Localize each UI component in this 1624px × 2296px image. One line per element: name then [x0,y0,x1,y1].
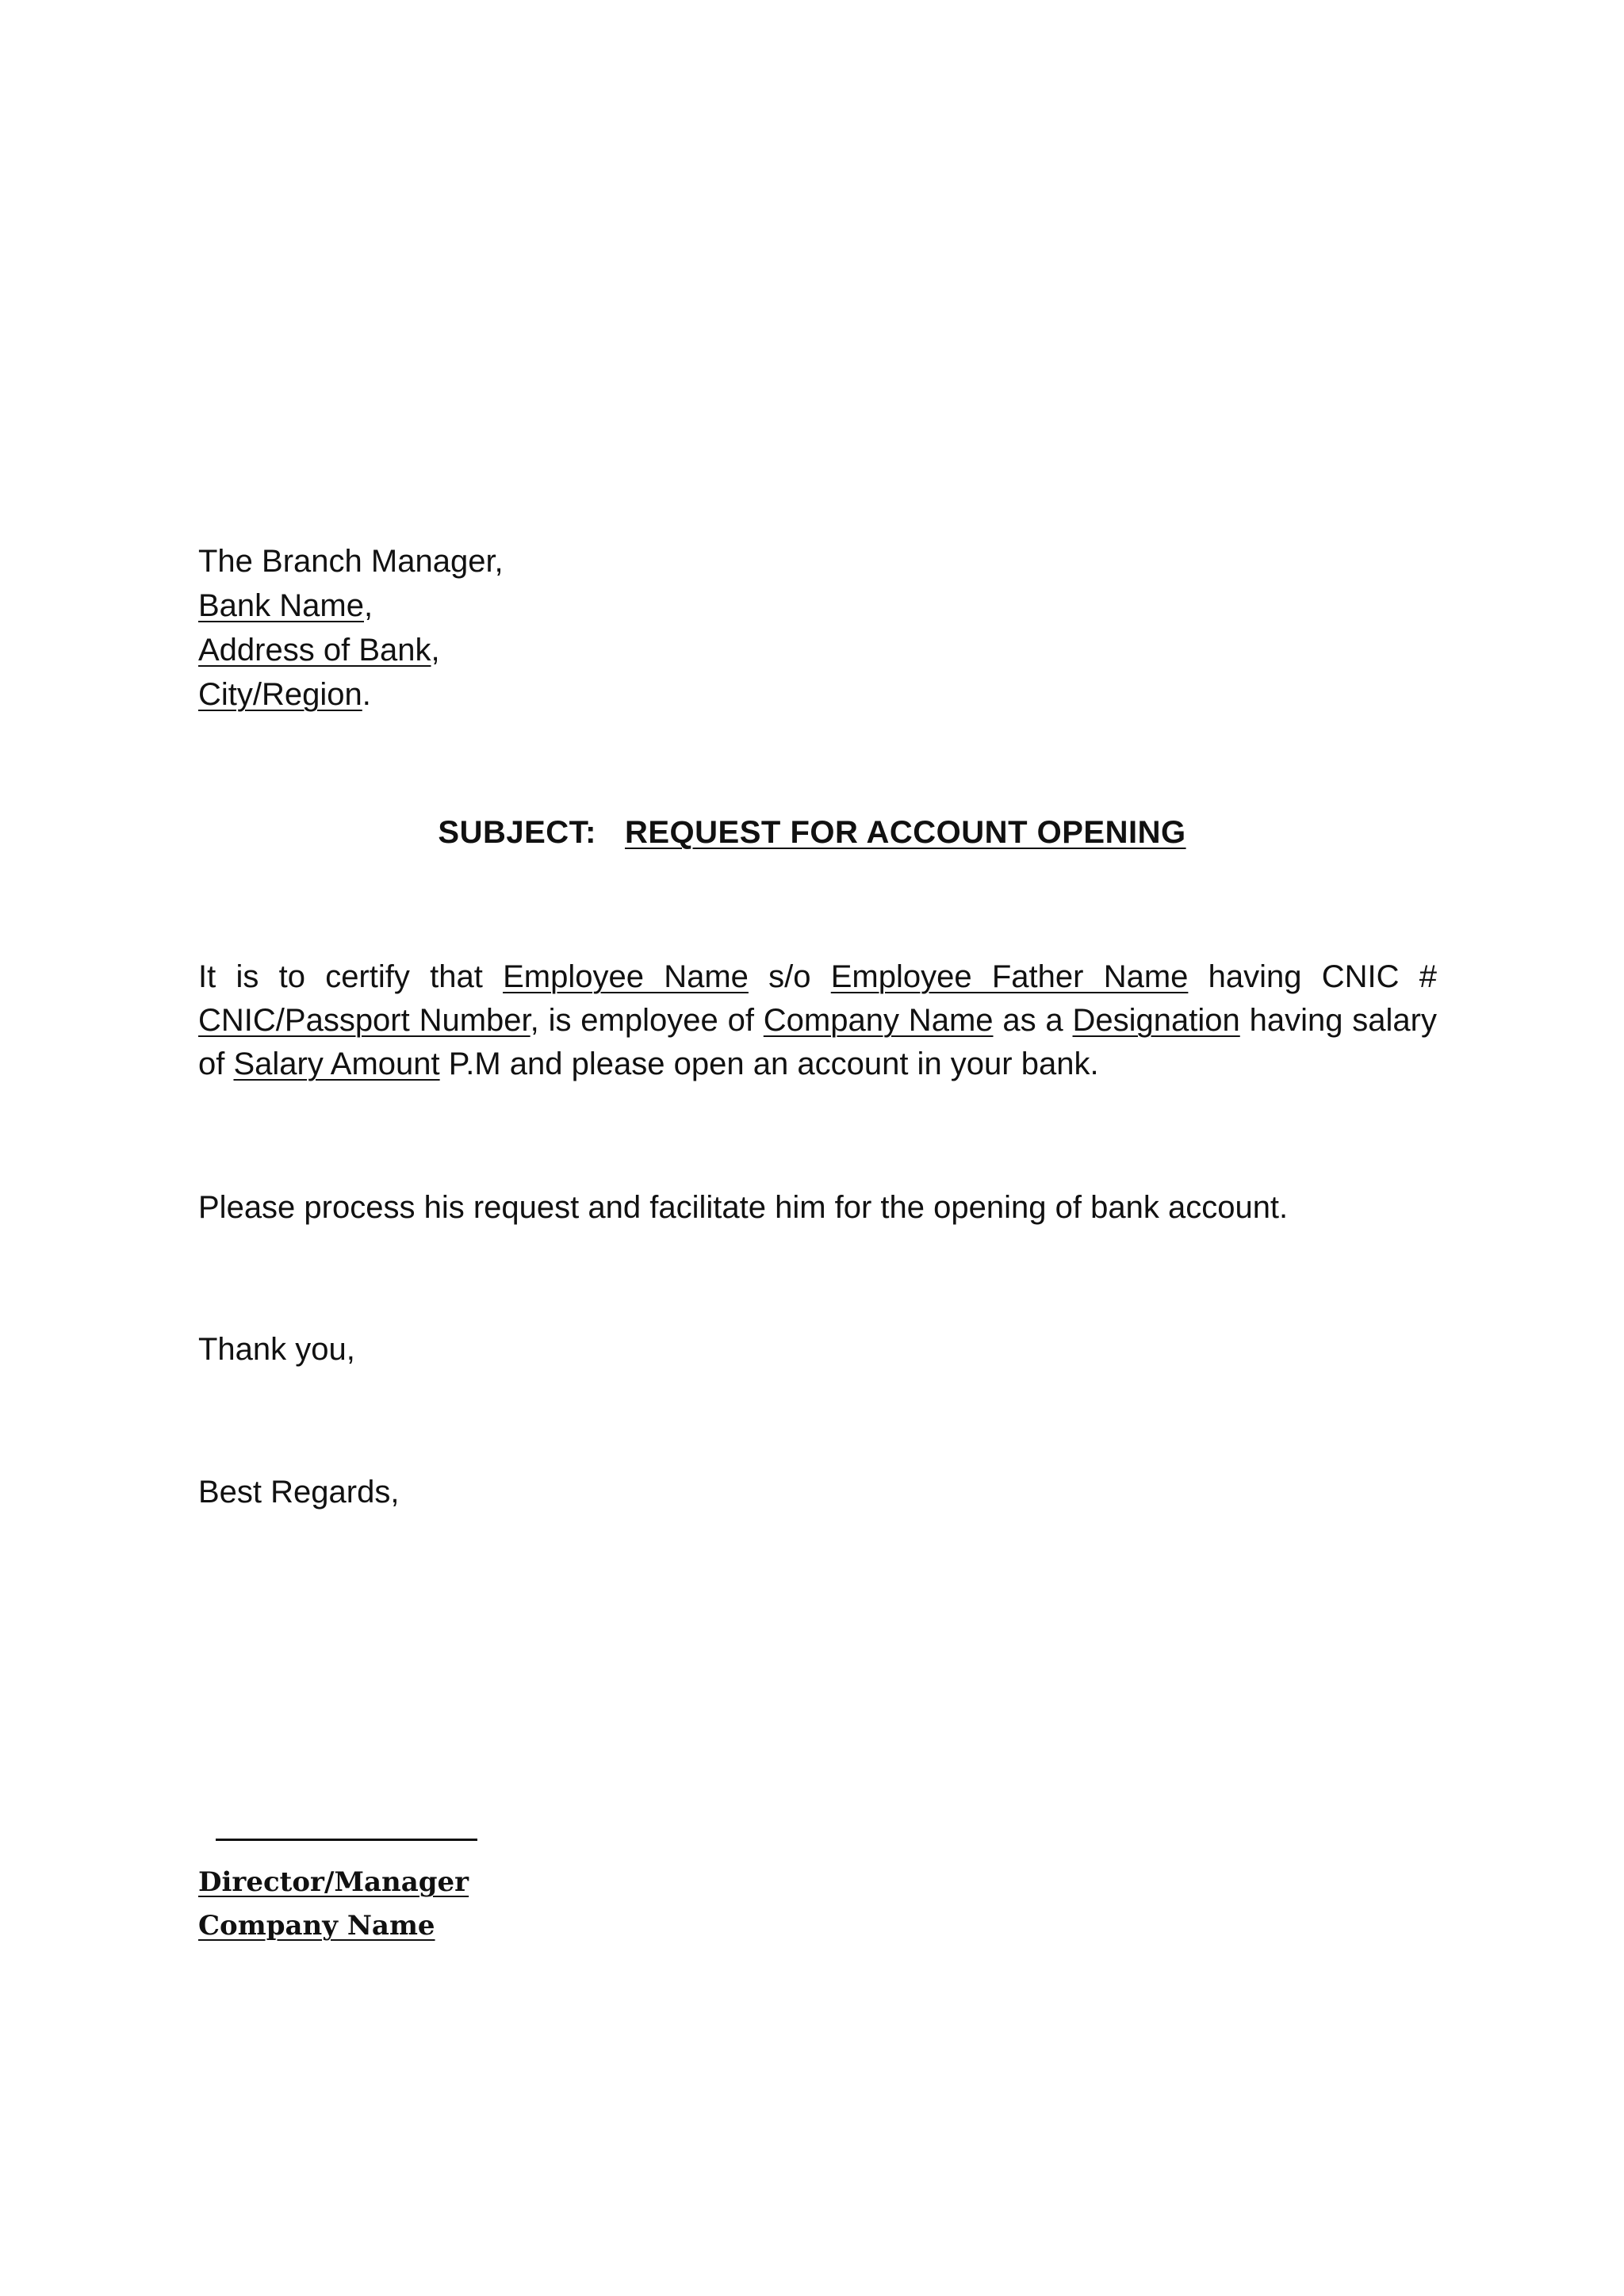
signature-block [198,1861,469,1948]
recipient-title: The Branch Manager, [198,544,504,579]
cnic-number: CNIC/Passport Number [198,1003,530,1038]
best-regards: Best Regards, [198,1475,400,1510]
signature-line [216,1839,477,1841]
father-name: Employee Father Name [830,959,1189,994]
thank-you: Thank you, [198,1332,355,1367]
employee-name: Employee Name [503,959,749,994]
subject-line [0,815,1624,851]
city-line: City/Region. [198,677,371,712]
subject-text: REQUEST FOR ACCOUNT OPENING [624,815,1186,850]
signatory-title: Director/Manager [198,1866,469,1898]
certification-paragraph: It is to certify that Employee Name s/o Employee Father Name having CNIC # CNIC/Passport Number, is employee of Company Name as a Designation having salary of Salary Amount P.M and please open an account in your bank. [198,959,1438,1081]
bank-name: Bank Name [198,588,364,623]
subject-label: SUBJECT: [438,815,596,850]
designation: Designation [1072,1003,1240,1038]
signatory-company: Company Name [198,1910,435,1942]
city-region: City/Region [198,677,362,712]
bank-address-line: Address of Bank, [198,633,440,668]
company-name: Company Name [763,1003,994,1038]
recipient-address [198,539,504,717]
bank-name-line: Bank Name, [198,588,373,623]
bank-address: Address of Bank [198,633,431,668]
request-paragraph: Please process his request and facilitate him for the opening of bank account. [198,1190,1289,1225]
salary-amount: Salary Amount [233,1047,440,1081]
